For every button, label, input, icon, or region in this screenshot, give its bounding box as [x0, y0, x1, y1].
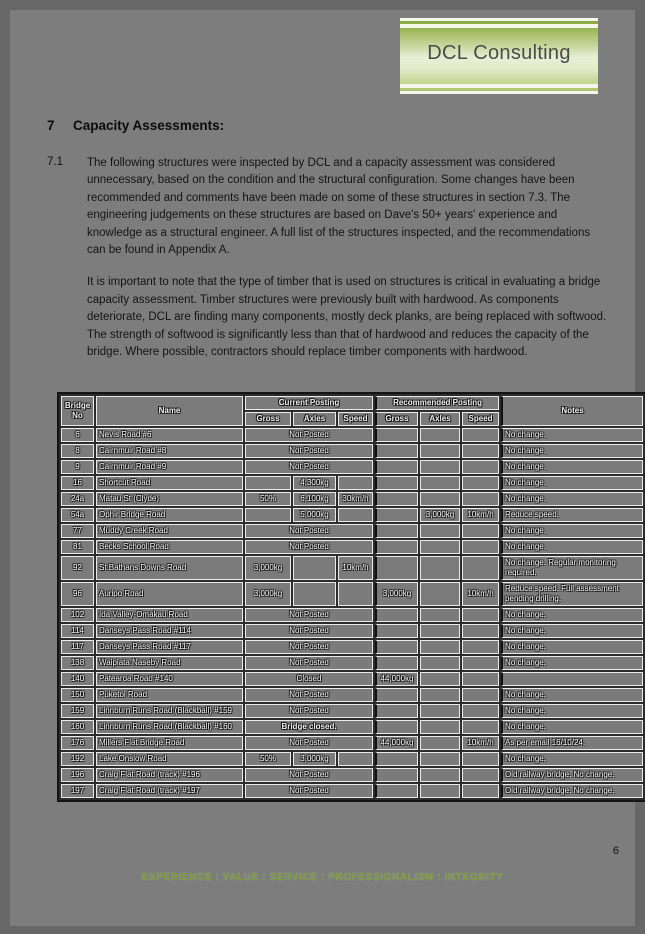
cell-notes: No change.	[501, 656, 643, 670]
cell-notes: No change.	[501, 428, 643, 442]
cell-bridge-no: 92	[61, 556, 94, 580]
cell-current-posting: Not Posted	[245, 608, 373, 622]
cell-bridge-no: 150	[61, 688, 94, 702]
cell-rec-axles	[420, 640, 460, 654]
cell-rec-gross	[375, 752, 418, 766]
cell-bridge-no: 96	[61, 582, 94, 606]
logo-text: DCL Consulting	[427, 41, 571, 64]
cell-rec-gross	[375, 476, 418, 490]
table-row	[61, 640, 643, 654]
document-page	[10, 10, 635, 926]
cell-rec-axles	[420, 428, 460, 442]
cell-current-axles	[293, 582, 336, 606]
cell-rec-speed	[462, 540, 499, 554]
cell-rec-axles	[420, 688, 460, 702]
cell-notes: No change.	[501, 640, 643, 654]
cell-current-posting: Not Posted	[245, 656, 373, 670]
cell-notes: No change.	[501, 624, 643, 638]
cell-rec-gross	[375, 540, 418, 554]
cell-name: Auripo Road	[96, 582, 243, 606]
cell-current-posting: Not Posted	[245, 444, 373, 458]
table-row	[61, 784, 643, 798]
page-number: 6	[612, 845, 619, 857]
cell-notes: No change.	[501, 492, 643, 506]
cell-current-axles: 5,000kg	[293, 508, 336, 522]
cell-notes: No change.	[501, 476, 643, 490]
cell-current-axles: 6,100kg	[293, 492, 336, 506]
cell-rec-axles	[420, 460, 460, 474]
cell-name: Matau St (Clyde)	[96, 492, 243, 506]
cell-rec-gross	[375, 460, 418, 474]
cell-current-gross	[245, 508, 291, 522]
header-bridge-line1: Bridge	[64, 401, 91, 410]
paragraph-text: It is important to note that the type of timber that is used on structures is critical in evaluating a bridge capacity assessment. Timber structures were previously built with hardwood. As components deteriorate, DCL are finding many components, mostly deck planks, are being replaced with softwood. The strength of softwood is significantly less than that of hardwood and reduces the capacity of the bridge. Where possible, contractors should replace timber components with hardwood.	[87, 276, 607, 359]
paragraph-label	[47, 274, 87, 361]
cell-rec-axles	[420, 704, 460, 718]
header-current-gross: Gross	[245, 412, 291, 426]
cell-current-posting: Not Posted	[245, 624, 373, 638]
cell-name: Ophir Bridge Road	[96, 508, 243, 522]
section-heading	[47, 118, 607, 133]
table-row	[61, 688, 643, 702]
cell-rec-speed	[462, 704, 499, 718]
table-row	[61, 524, 643, 538]
header-current-axles: Axles	[293, 412, 336, 426]
cell-name: St Bathans Downs Road	[96, 556, 243, 580]
cell-rec-speed: 10km/h	[462, 582, 499, 606]
cell-rec-speed	[462, 752, 499, 766]
cell-name: Danseys Pass Road #117	[96, 640, 243, 654]
table-row	[61, 508, 643, 522]
table-row	[61, 656, 643, 670]
cell-current-posting: Not Posted	[245, 736, 373, 750]
cell-current-speed: 10km/h	[338, 556, 373, 580]
table-row	[61, 736, 643, 750]
cell-notes: Old railway bridge. No change.	[501, 768, 643, 782]
cell-rec-axles	[420, 672, 460, 686]
cell-current-gross: 3,000kg	[245, 582, 291, 606]
cell-bridge-no: 197	[61, 784, 94, 798]
cell-rec-gross	[375, 608, 418, 622]
cell-notes: No change.	[501, 752, 643, 766]
cell-rec-axles	[420, 784, 460, 798]
cell-rec-gross	[375, 444, 418, 458]
cell-rec-gross	[375, 688, 418, 702]
cell-rec-axles	[420, 720, 460, 734]
cell-current-gross: 3,000kg	[245, 556, 291, 580]
paragraph-timber	[47, 274, 607, 361]
table-row	[61, 428, 643, 442]
cell-current-gross: 50%	[245, 752, 291, 766]
cell-notes	[501, 672, 643, 686]
cell-current-posting: Not Posted	[245, 768, 373, 782]
cell-rec-axles	[420, 444, 460, 458]
cell-bridge-no: 24a	[61, 492, 94, 506]
cell-rec-speed	[462, 640, 499, 654]
cell-current-axles: 3,000kg	[293, 752, 336, 766]
cell-name: Danseys Pass Road #114	[96, 624, 243, 638]
cell-bridge-no: 159	[61, 704, 94, 718]
header-bridge-line2: No	[72, 411, 83, 420]
cell-name: Shortcut Road	[96, 476, 243, 490]
table-row	[61, 768, 643, 782]
cell-name: Craig Flat Road (track) #196	[96, 768, 243, 782]
header-rec-gross: Gross	[375, 412, 418, 426]
cell-bridge-no: 114	[61, 624, 94, 638]
cell-bridge-no: 77	[61, 524, 94, 538]
cell-notes: Old railway bridge. No change.	[501, 784, 643, 798]
cell-name: Becks School Road	[96, 540, 243, 554]
cell-notes: As per email 16/10/24.	[501, 736, 643, 750]
cell-name: Cairnmuir Road #9	[96, 460, 243, 474]
cell-name: Linnburn Runs Road (Blackball) #160	[96, 720, 243, 734]
table-row	[61, 460, 643, 474]
cell-current-posting: Not Posted	[245, 524, 373, 538]
cell-rec-speed: 10km/h	[462, 508, 499, 522]
header-recommended-posting: Recommended Posting	[375, 396, 499, 410]
section-number: 7	[47, 118, 55, 133]
table-row	[61, 624, 643, 638]
cell-rec-gross	[375, 556, 418, 580]
cell-notes: No change. Regular monitoring required.	[501, 556, 643, 580]
cell-current-posting: Not Posted	[245, 784, 373, 798]
cell-notes: No change.	[501, 688, 643, 702]
cell-bridge-no: 16	[61, 476, 94, 490]
cell-name: Cairnmuir Road #8	[96, 444, 243, 458]
header-bridge-no	[61, 396, 94, 426]
cell-notes: No change.	[501, 444, 643, 458]
cell-rec-gross	[375, 624, 418, 638]
cell-rec-speed	[462, 688, 499, 702]
header-current-speed: Speed	[338, 412, 373, 426]
cell-notes: No change.	[501, 460, 643, 474]
cell-current-gross	[245, 476, 291, 490]
cell-rec-axles	[420, 540, 460, 554]
cell-rec-gross	[375, 720, 418, 734]
cell-rec-axles	[420, 524, 460, 538]
cell-current-speed	[338, 476, 373, 490]
cell-rec-gross	[375, 508, 418, 522]
cell-rec-gross: 44,000kg	[375, 672, 418, 686]
header-rec-axles: Axles	[420, 412, 460, 426]
cell-rec-speed	[462, 556, 499, 580]
paragraph-7-1	[47, 155, 607, 259]
table-row	[61, 444, 643, 458]
cell-rec-axles	[420, 656, 460, 670]
cell-rec-axles	[420, 556, 460, 580]
cell-bridge-no: 160	[61, 720, 94, 734]
cell-current-speed	[338, 582, 373, 606]
cell-bridge-no: 81	[61, 540, 94, 554]
cell-name: Nevis Road #6	[96, 428, 243, 442]
cell-bridge-no: 176	[61, 736, 94, 750]
cell-notes: No change.	[501, 704, 643, 718]
cell-current-posting: Not Posted	[245, 688, 373, 702]
header-current-posting: Current Posting	[245, 396, 373, 410]
cell-rec-speed	[462, 656, 499, 670]
table-row	[61, 704, 643, 718]
cell-rec-speed	[462, 476, 499, 490]
cell-rec-axles	[420, 582, 460, 606]
cell-notes: No change.	[501, 608, 643, 622]
table-row	[61, 492, 643, 506]
cell-rec-gross	[375, 492, 418, 506]
table-row	[61, 672, 643, 686]
cell-rec-gross	[375, 656, 418, 670]
cell-bridge-no: 117	[61, 640, 94, 654]
cell-rec-speed	[462, 608, 499, 622]
bridge-capacity-table	[57, 392, 625, 802]
cell-name: Millers Flat Bridge Road	[96, 736, 243, 750]
cell-current-axles: 4,300kg	[293, 476, 336, 490]
cell-name: Puketoi Road	[96, 688, 243, 702]
table-group-header-row	[61, 396, 643, 410]
bridge-table	[57, 392, 645, 802]
cell-notes: No change.	[501, 540, 643, 554]
cell-bridge-no: 9	[61, 460, 94, 474]
cell-rec-speed	[462, 784, 499, 798]
cell-current-speed	[338, 752, 373, 766]
cell-rec-gross	[375, 784, 418, 798]
cell-name: Muddy Creek Road	[96, 524, 243, 538]
cell-current-posting: Not Posted	[245, 540, 373, 554]
cell-name: Ida Valley-Omakau Road	[96, 608, 243, 622]
cell-notes: Reduce speed. Full assessment pending drilling.	[501, 582, 643, 606]
cell-name: Craig Flat Road (track) #197	[96, 784, 243, 798]
table-row	[61, 476, 643, 490]
cell-rec-speed	[462, 672, 499, 686]
bridge-table-body	[61, 428, 643, 798]
section-content	[47, 118, 607, 376]
cell-rec-gross	[375, 768, 418, 782]
cell-rec-gross	[375, 640, 418, 654]
header-name: Name	[96, 396, 243, 426]
dcl-consulting-logo	[400, 18, 598, 94]
cell-rec-axles	[420, 608, 460, 622]
paragraph-label: 7.1	[47, 156, 63, 168]
cell-current-posting: Not Posted	[245, 704, 373, 718]
cell-notes: Reduce speed.	[501, 508, 643, 522]
cell-rec-speed	[462, 524, 499, 538]
section-title: Capacity Assessments:	[73, 118, 225, 133]
cell-notes: No change.	[501, 524, 643, 538]
cell-rec-axles: 3,000kg	[420, 508, 460, 522]
cell-name: Linnburn Runs Road (Blackball) #159	[96, 704, 243, 718]
table-row	[61, 582, 643, 606]
cell-bridge-no: 196	[61, 768, 94, 782]
cell-current-posting: Not Posted	[245, 460, 373, 474]
cell-name: Lake Onslow Road	[96, 752, 243, 766]
table-row	[61, 540, 643, 554]
cell-bridge-no: 140	[61, 672, 94, 686]
paragraph-text: The following structures were inspected by DCL and a capacity assessment was considered unnecessary, based on the condition and the structural configuration. Some changes have been recommended and comments have been made on some of these structures in section 7.3. The engineering judgements on these structures are based on Dave's 50+ years' experience and knowledge as a structural engineer. A full list of the structures inspected, and the recommendations can be found in Appendix A.	[87, 157, 591, 257]
cell-rec-gross	[375, 428, 418, 442]
cell-name: Waipiata Naseby Road	[96, 656, 243, 670]
cell-rec-axles	[420, 476, 460, 490]
cell-rec-axles	[420, 624, 460, 638]
cell-rec-speed	[462, 444, 499, 458]
cell-current-speed: 30km/h	[338, 492, 373, 506]
table-row	[61, 608, 643, 622]
cell-rec-speed	[462, 492, 499, 506]
header-notes: Notes	[501, 396, 643, 426]
cell-rec-gross: 3,000kg	[375, 582, 418, 606]
cell-rec-speed	[462, 720, 499, 734]
cell-rec-axles	[420, 736, 460, 750]
table-row	[61, 720, 643, 734]
cell-name: Patearoa Road #140	[96, 672, 243, 686]
cell-bridge-no: 6	[61, 428, 94, 442]
cell-rec-axles	[420, 768, 460, 782]
cell-rec-speed	[462, 460, 499, 474]
cell-current-speed	[338, 508, 373, 522]
cell-current-posting: Closed	[245, 672, 373, 686]
cell-bridge-no: 54a	[61, 508, 94, 522]
footer-tagline: EXPERIENCE : VALUE : SERVICE : PROFESSIONALISM : INTEGRITY	[141, 872, 504, 883]
cell-rec-gross	[375, 704, 418, 718]
cell-current-posting: Not Posted	[245, 428, 373, 442]
table-row	[61, 752, 643, 766]
table-row	[61, 556, 643, 580]
cell-rec-speed	[462, 768, 499, 782]
cell-current-posting: Bridge closed.	[245, 720, 373, 734]
cell-bridge-no: 8	[61, 444, 94, 458]
cell-current-posting: Not Posted	[245, 640, 373, 654]
cell-rec-speed	[462, 428, 499, 442]
cell-rec-axles	[420, 752, 460, 766]
cell-current-axles	[293, 556, 336, 580]
cell-bridge-no: 192	[61, 752, 94, 766]
cell-current-gross: 50%	[245, 492, 291, 506]
cell-bridge-no: 102	[61, 608, 94, 622]
cell-rec-axles	[420, 492, 460, 506]
header-rec-speed: Speed	[462, 412, 499, 426]
cell-rec-speed: 10km/h	[462, 736, 499, 750]
cell-notes: No change.	[501, 720, 643, 734]
cell-rec-gross: 44,000kg	[375, 736, 418, 750]
cell-rec-speed	[462, 624, 499, 638]
cell-rec-gross	[375, 524, 418, 538]
cell-bridge-no: 138	[61, 656, 94, 670]
